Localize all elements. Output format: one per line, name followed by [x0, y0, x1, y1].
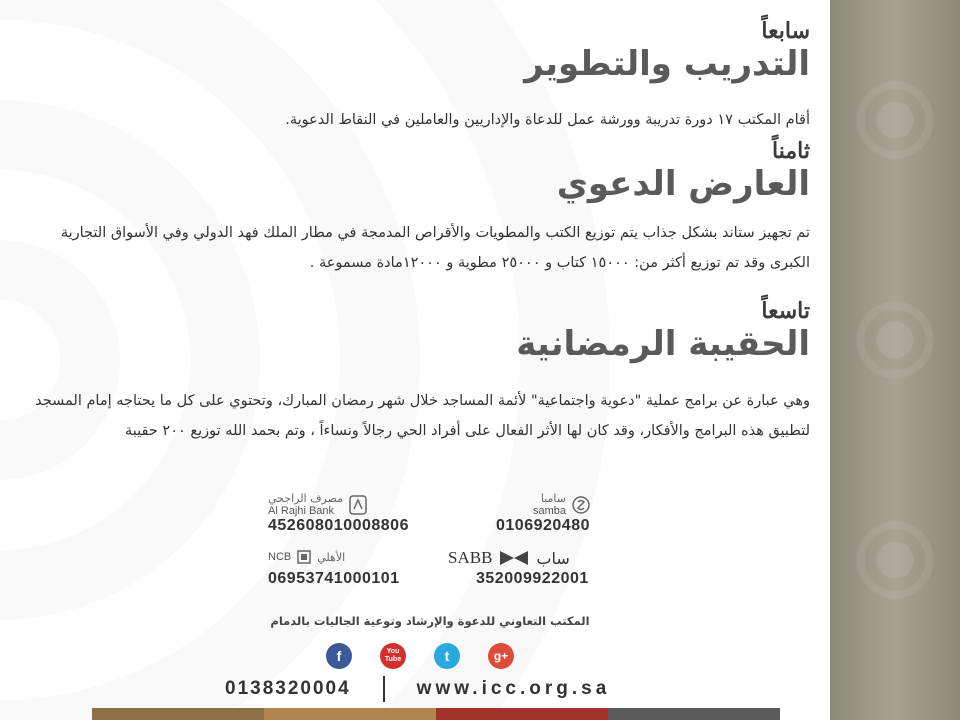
bank-name-ar: الأهلي [317, 550, 346, 564]
account-number: 06953741000101 [268, 570, 400, 587]
bank-name-ar: مصرف الراجحي [268, 492, 344, 505]
bank-name-ar: ساب [536, 548, 570, 568]
contact-bar [225, 676, 610, 702]
section-title: الحقيبة الرمضانية [516, 324, 810, 364]
color-segment [436, 708, 608, 720]
section-paragraph: أقام المكتب ١٧ دورة تدريبة وورشة عمل للدعاة والإداريين والعاملين في النقاط الدعوية. [285, 112, 810, 128]
bank-samba [496, 492, 590, 535]
bottom-color-bar [92, 708, 780, 720]
twitter-glyph: t [444, 648, 450, 664]
facebook-glyph: f [336, 648, 342, 664]
section-title: التدريب والتطوير [524, 44, 810, 84]
organization-name: المكتب التعاوني للدعوة والإرشاد وتوعية الجاليات بالدمام [270, 614, 590, 628]
google-plus-icon[interactable] [488, 643, 514, 669]
bank-ncb [268, 550, 400, 588]
bank-logo [496, 492, 590, 517]
youtube-icon[interactable] [380, 643, 406, 669]
section-seventh [524, 18, 810, 84]
bank-emblem-icon [297, 550, 311, 564]
account-number: 352009922001 [476, 570, 589, 587]
bank-name-en: Al Rajhi Bank [268, 505, 335, 517]
bank-name-ar: سامبا [540, 492, 566, 505]
bank-name-en: samba [532, 505, 566, 517]
account-number: 452608010008806 [268, 517, 409, 534]
social-links [326, 643, 514, 669]
color-segment [264, 708, 436, 720]
color-segment [92, 708, 264, 720]
bank-emblem-icon [500, 551, 528, 565]
facebook-icon[interactable] [326, 643, 352, 669]
website-link[interactable]: www.icc.org.sa [416, 678, 611, 699]
decorative-side-panel [830, 0, 960, 720]
bank-sabb [448, 548, 589, 588]
bank-emblem-icon [349, 495, 367, 515]
bank-logo [268, 550, 400, 564]
bank-alrajhi [268, 492, 409, 535]
phone-number[interactable]: 0138320004 [225, 678, 351, 699]
youtube-glyph: You Tube [384, 648, 402, 663]
google-plus-glyph: g+ [493, 649, 509, 663]
section-number: تاسعاً [761, 298, 810, 324]
bank-logo [268, 492, 409, 517]
bank-emblem-icon [572, 495, 590, 515]
bank-name-en: NCB [268, 551, 292, 563]
section-paragraph: وهي عبارة عن برامج عملية "دعوية واجتماعية" لأئمة المساجد خلال شهر رمضان المبارك، وتحتوي على كل ما يحتاجه إمام المسجد لتطبيق هذه البرامج والأفكار، وقد كان لها الأثر الفعال على أفراد الحي رجالاً ونساءاً ، وتم بحمد الله توزيع ٢٠٠ حقيبة [35, 393, 810, 439]
color-segment [608, 708, 780, 720]
bank-name-en: SABB [448, 548, 493, 567]
section-ninth [516, 298, 810, 364]
twitter-icon[interactable] [434, 643, 460, 669]
section-number: سابعاً [761, 18, 810, 44]
section-paragraph: تم تجهيز ستاند بشكل جذاب يتم توزيع الكتب والمطويات والأقراص المدمجة في مطار الملك فهد الدولي وفي الأسواق التجارية الكبرى وقد تم توزيع أكثر من: ١٥٠٠٠ كتاب و ٢٥٠٠٠ مطوية و ١٢٠٠٠مادة مسموعة . [60, 225, 810, 271]
divider [383, 676, 385, 702]
section-eighth [557, 138, 810, 204]
bank-logo [448, 548, 589, 568]
section-number: ثامناً [772, 138, 810, 164]
section-title: العارض الدعوي [556, 164, 810, 204]
account-number: 0106920480 [496, 517, 590, 534]
